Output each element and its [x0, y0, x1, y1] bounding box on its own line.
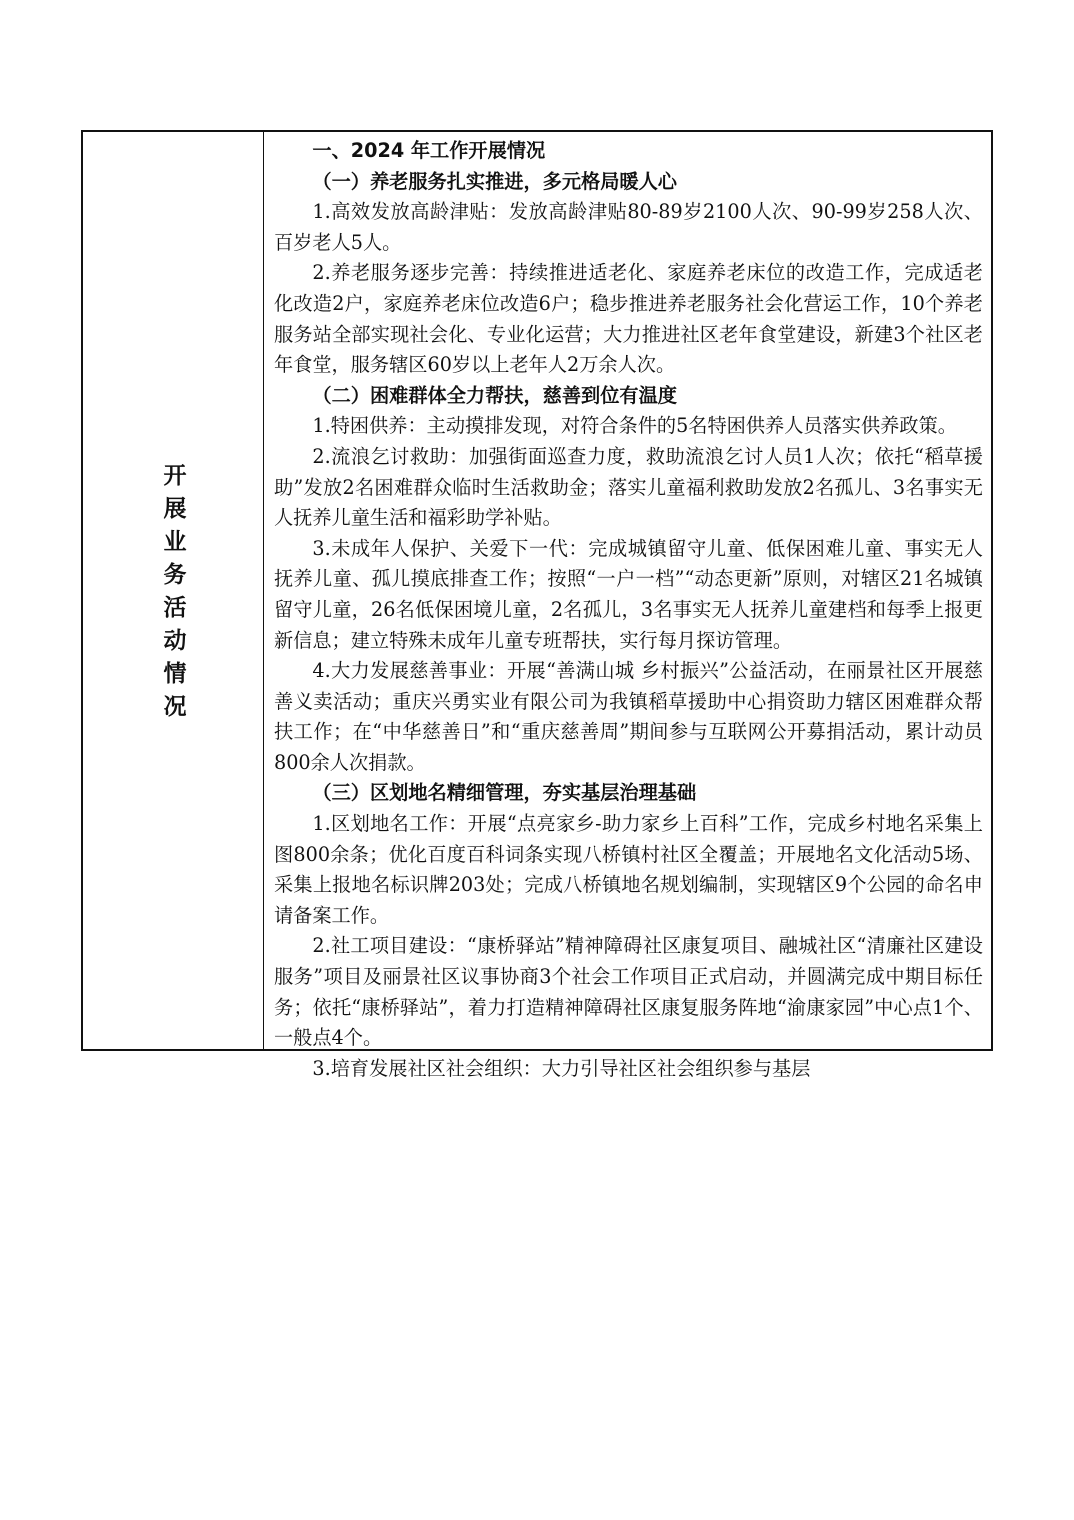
paragraph: 2.流浪乞讨救助：加强街面巡查力度，救助流浪乞讨人员1人次；依托“稻草援助”发放2名困难群众临时生活救助金；落实儿童福利救助发放2名孤儿、3名事实无人抚养儿童生活和福彩助学补贴。 — [274, 444, 983, 530]
section-heading: 一、2024 年工作开展情况 — [312, 139, 546, 162]
paragraph: 2.养老服务逐步完善：持续推进适老化、家庭养老床位的改造工作，完成适老化改造2户，家庭养老床位改造6户；稳步推进养老服务社会化营运工作，10个养老服务站全部实现社会化、专业化运营；大力推进社区老年食堂建设，新建3个社区老年食堂，服务辖区60岁以上老年人2万余人次。 — [274, 261, 983, 377]
paragraph: 4.大力发展慈善事业：开展“善满山城 乡村振兴”公益活动，在丽景社区开展慈善义卖活动；重庆兴勇实业有限公司为我镇稻草援助中心捐资助力辖区困难群众帮扶工作；在“中华慈善日”和“重庆慈善周”期间参与互联网公开募捐活动，累计动员800余人次捐款。 — [274, 659, 983, 774]
paragraph: 2.社工项目建设：“康桥驿站”精神障碍社区康复项目、融城社区“清廉社区建设服务”项目及丽景社区议事协商3个社会工作项目正式启动，并圆满完成中期目标任务；依托“康桥驿站”，着力打造精神障碍社区康复服务阵地“渝康家园”中心点1个、一般点4个。 — [274, 934, 983, 1050]
report-table — [81, 130, 993, 1080]
subsection-heading: （二）困难群体全力帮扶，慈善到位有温度 — [312, 383, 677, 407]
paragraph: 1.高效发放高龄津贴：发放高龄津贴80-89岁2100人次、90-99岁258人次、百岁老人5人。 — [274, 200, 983, 254]
paragraph: 1.区划地名工作：开展“点亮家乡-助力家乡上百科”工作，完成乡村地名采集上图800余条；优化百度百科词条实现八桥镇村社区全覆盖；开展地名文化活动5场、采集上报地名标识牌203处；完成八桥镇地名规划编制，实现辖区9个公园的命名申请备案工作。 — [274, 812, 983, 927]
label-cell — [83, 132, 263, 1049]
paragraph: 3.未成年人保护、关爱下一代：完成城镇留守儿童、低保困难儿童、事实无人抚养儿童、孤儿摸底排查工作；按照“一户一档”“动态更新”原则，对辖区21名城镇留守儿童，26名低保困境儿童，2名孤儿，3名事实无人抚养儿童建档和每季上报更新信息；建立特殊未成年儿童专班帮扶，实行每月探访管理。 — [274, 536, 983, 652]
subsection-heading: （一）养老服务扎实推进，多元格局暖人心 — [312, 169, 677, 193]
subsection-heading: （三）区划地名精细管理，夯实基层治理基础 — [312, 781, 697, 805]
row-label: 开展业务活动情况 — [159, 462, 186, 727]
paragraph: 1.特困供养：主动摸排发现，对符合条件的5名特困供养人员落实供养政策。 — [312, 414, 957, 438]
content-cell — [274, 136, 983, 1084]
paragraph: 3.培育发展社区社会组织：大力引导社区社会组织参与基层 — [312, 1056, 811, 1080]
column-divider — [263, 132, 264, 1049]
